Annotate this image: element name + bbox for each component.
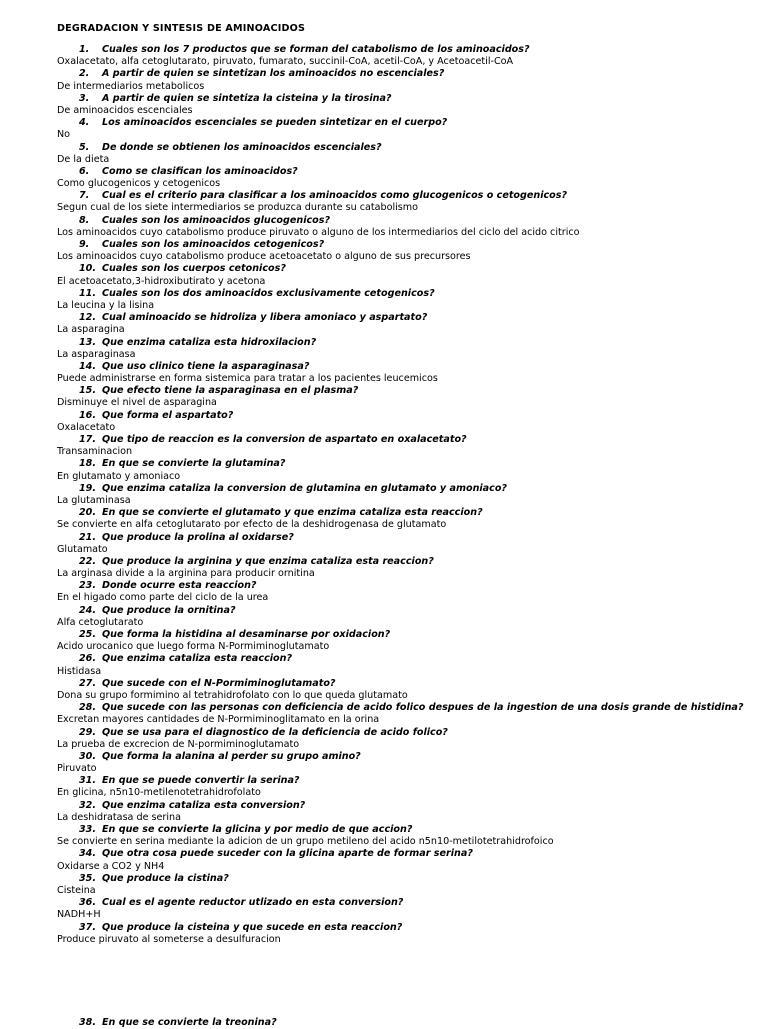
question-number: 35.	[79, 872, 96, 884]
answer-text: De aminoacidos escenciales	[57, 104, 193, 116]
question-text: Donde ocurre esta reaccion?	[102, 580, 257, 592]
question	[0, 751, 768, 763]
question	[0, 215, 768, 227]
question-text: Que uso clinico tiene la asparaginasa?	[102, 360, 310, 372]
qa-item	[0, 434, 768, 458]
question-number: 3.	[79, 92, 90, 104]
document-title: DEGRADACION Y SINTESIS DE AMINOACIDOS	[57, 23, 306, 34]
answer-text: Segun cual de los siete intermediarios se produzca durante su catabolismo	[57, 202, 419, 214]
question-number: 37.	[79, 921, 96, 933]
qa-item	[0, 922, 768, 946]
question-text: Que produce la prolina al oxidarse?	[102, 531, 294, 543]
question-number: 25.	[79, 629, 96, 640]
question-number: 21.	[79, 531, 96, 543]
question-text: Cual es el criterio para clasificar a los aminoacidos como glucogenicos o cetogenicos?	[102, 190, 568, 202]
answer-text: La asparaginasa	[57, 348, 136, 360]
answer-text: Dona su grupo formimino al tetrahidrofolato con lo que queda glutamato	[57, 689, 408, 701]
question-number: 23.	[79, 580, 96, 592]
question-text: Que produce la cisteina y que sucede en esta reaccion?	[102, 921, 403, 933]
answer-text: En el higado como parte del ciclo de la urea	[57, 592, 269, 604]
answer-text: Glutamato	[57, 543, 108, 555]
question-text: Que forma la alanina al perder su grupo amino?	[102, 750, 361, 762]
question	[0, 458, 768, 470]
question	[0, 702, 768, 714]
question	[0, 800, 768, 812]
question-text: Como se clasifican los aminoacidos?	[102, 165, 298, 177]
qa-item	[0, 580, 768, 604]
question-number: 32.	[79, 799, 96, 811]
qa-item	[0, 166, 768, 190]
qa-item	[0, 751, 768, 775]
question-text: Que otra cosa puede suceder con la glicina aparte de formar serina?	[102, 848, 473, 860]
question-text: En que se puede convertir la serina?	[102, 775, 300, 787]
question-number: 6.	[79, 165, 90, 177]
qa-item	[0, 824, 768, 848]
question-text: Que sucede con el N-Pormiminoglutamato?	[102, 677, 336, 689]
answer-text: Se convierte en alfa cetoglutarato por efecto de la deshidrogenasa de glutamato	[57, 519, 447, 531]
qa-item	[0, 702, 768, 726]
answer-text: Disminuye el nivel de asparagina	[57, 397, 217, 409]
question-text: De donde se obtienen los aminoacidos escenciales?	[102, 141, 382, 153]
answer-text: Puede administrarse en forma sistemica para tratar a los pacientes leucemicos	[57, 373, 438, 385]
qa-item	[0, 727, 768, 751]
answer-text: Cisteina	[57, 884, 96, 896]
qa-item	[0, 507, 768, 531]
qa-item	[0, 68, 768, 92]
qa-item	[0, 556, 768, 580]
qa-item	[0, 312, 768, 336]
question	[0, 556, 768, 568]
question-number: 7.	[79, 190, 90, 202]
question-text: Que efecto tiene la asparaginasa en el plasma?	[102, 385, 359, 397]
question	[0, 44, 768, 56]
question	[0, 897, 768, 909]
question-text: Que forma la histidina al desaminarse por oxidacion?	[102, 629, 391, 640]
question-number: 11.	[79, 287, 96, 299]
question-text: Que enzima cataliza la conversion de glutamina en glutamato y amoniaco?	[102, 482, 507, 494]
qa-item	[0, 483, 768, 507]
question-number: 13.	[79, 336, 96, 348]
question-number: 18.	[79, 458, 96, 470]
answer-text: En glicina, n5n10-metilenotetrahidrofolato	[57, 787, 261, 799]
answer-text: La glutaminasa	[57, 494, 131, 506]
qa-item	[0, 385, 768, 409]
question-text: En que se convierte la glutamina?	[102, 458, 286, 470]
question	[0, 873, 768, 885]
question	[0, 337, 768, 349]
answer-text: Los aminoacidos cuyo catabolismo produce acetoacetato o alguno de sus precursores	[57, 251, 471, 263]
qa-item	[0, 93, 768, 117]
qa-item	[0, 873, 768, 897]
question-number: 5.	[79, 141, 90, 153]
question-number: 26.	[79, 653, 96, 665]
answer-text: Alfa cetoglutarato	[57, 616, 144, 628]
qa-item	[0, 678, 768, 702]
question-text: Que tipo de reaccion es la conversion de aspartato en oxalacetato?	[102, 434, 467, 445]
question	[0, 483, 768, 495]
question-number: 22.	[79, 555, 96, 567]
question	[0, 775, 768, 787]
question-number: 33.	[79, 824, 96, 835]
answer-text: NADH+H	[57, 909, 101, 921]
question-number: 30.	[79, 750, 96, 762]
question	[0, 117, 768, 129]
answer-text: De la dieta	[57, 153, 110, 165]
question-text: Cuales son los aminoacidos cetogenicos?	[102, 239, 325, 250]
answer-text: Piruvato	[57, 763, 97, 775]
answer-text: Transaminacion	[57, 446, 133, 458]
question-number: 4.	[79, 117, 90, 129]
answer-text: La arginasa divide a la arginina para producir ornitina	[57, 568, 315, 580]
answer-text: De intermediarios metabolicos	[57, 80, 205, 92]
answer-text: Los aminoacidos cuyo catabolismo produce piruvato o alguno de los intermediarios del ciclo del acido citrico	[57, 226, 580, 238]
answer-text: La prueba de excrecion de N-pormiminoglutamato	[57, 738, 300, 750]
question-text: Cual es el agente reductor utlizado en esta conversion?	[102, 897, 404, 909]
question-text: Que produce la cistina?	[102, 872, 229, 884]
question-text: Cuales son los 7 productos que se forman del catabolismo de los aminoacidos?	[102, 44, 530, 55]
answer-text: Produce piruvato al someterse a desulfuracion	[57, 933, 281, 945]
qa-item	[0, 215, 768, 239]
question	[0, 653, 768, 665]
qa-item	[0, 44, 768, 68]
qa-item	[0, 897, 768, 921]
question	[0, 190, 768, 202]
question-number: 24.	[79, 604, 96, 616]
question-number: 10.	[79, 263, 96, 275]
qa-item	[0, 190, 768, 214]
question-number: 16.	[79, 409, 96, 421]
question-38	[79, 1017, 277, 1029]
answer-text: Excretan mayores cantidades de N-Pormiminoglitamato en la orina	[57, 714, 380, 726]
question-text: En que se convierte la treonina?	[102, 1017, 277, 1028]
qa-item	[0, 532, 768, 556]
question	[0, 312, 768, 324]
question-list	[0, 44, 768, 946]
question-number: 29.	[79, 726, 96, 738]
qa-item	[0, 653, 768, 677]
qa-item	[0, 239, 768, 263]
question	[0, 678, 768, 690]
answer-text: No	[57, 129, 71, 141]
question-text: Cual aminoacido se hidroliza y libera amoniaco y aspartato?	[102, 312, 428, 324]
question-number: 1.	[79, 44, 90, 55]
question-text: En que se convierte el glutamato y que enzima cataliza esta reaccion?	[102, 507, 483, 519]
question-number: 8.	[79, 214, 90, 226]
question-text: Que produce la arginina y que enzima cataliza esta reaccion?	[102, 555, 434, 567]
qa-item	[0, 361, 768, 385]
question-text: Que se usa para el diagnostico de la deficiencia de acido folico?	[102, 726, 448, 738]
answer-text: En glutamato y amoniaco	[57, 470, 181, 482]
question	[0, 824, 768, 836]
question-text: Cuales son los dos aminoacidos exclusivamente cetogenicos?	[102, 287, 435, 299]
question	[0, 263, 768, 275]
qa-item	[0, 142, 768, 166]
question-text: A partir de quien se sintetiza la cisteina y la tirosina?	[102, 92, 392, 104]
qa-item	[0, 775, 768, 799]
question	[0, 166, 768, 178]
answer-text: Oxidarse a CO2 y NH4	[57, 860, 165, 872]
qa-item	[0, 337, 768, 361]
question-number: 36.	[79, 897, 96, 909]
answer-text: Se convierte en serina mediante la adicion de un grupo metileno del acido n5n10-metilotetrahidrofoico	[57, 836, 554, 848]
answer-text: La deshidratasa de serina	[57, 811, 182, 823]
answer-text: Histidasa	[57, 665, 102, 677]
qa-item	[0, 605, 768, 629]
question	[0, 361, 768, 373]
answer-text: Acido urocanico que luego forma N-Pormiminoglutamato	[57, 641, 330, 653]
question	[0, 410, 768, 422]
answer-text: Oxalacetato	[57, 421, 116, 433]
question	[0, 68, 768, 80]
question-text: En que se convierte la glicina y por medio de que accion?	[102, 824, 413, 835]
question-number: 34.	[79, 848, 96, 860]
question-text: Que produce la ornitina?	[102, 604, 236, 616]
question	[0, 605, 768, 617]
question	[0, 580, 768, 592]
question-text: Cuales son los cuerpos cetonicos?	[102, 263, 286, 275]
question	[0, 532, 768, 544]
answer-text: La asparagina	[57, 324, 125, 336]
question-text: Que enzima cataliza esta reaccion?	[102, 653, 293, 665]
question-number: 17.	[79, 434, 96, 445]
question-number: 28.	[79, 702, 96, 714]
question-number: 14.	[79, 360, 96, 372]
question	[0, 288, 768, 300]
answer-text: El acetoacetato,3-hidroxibutirato y acetona	[57, 275, 266, 287]
qa-item	[0, 117, 768, 141]
question-text: Que enzima cataliza esta hidroxilacion?	[102, 336, 317, 348]
question	[0, 507, 768, 519]
question	[0, 239, 768, 251]
qa-item	[0, 629, 768, 653]
question-text: Los aminoacidos escenciales se pueden sintetizar en el cuerpo?	[102, 117, 448, 129]
question-number: 15.	[79, 385, 96, 397]
question-text: A partir de quien se sintetizan los aminoacidos no escenciales?	[102, 68, 445, 80]
question-text: Que enzima cataliza esta conversion?	[102, 799, 306, 811]
question	[0, 848, 768, 860]
question	[0, 434, 768, 446]
question-number: 12.	[79, 312, 96, 324]
question	[0, 142, 768, 154]
question-number: 19.	[79, 482, 96, 494]
qa-item	[0, 458, 768, 482]
question	[0, 385, 768, 397]
question-text: Que sucede con las personas con deficiencia de acido folico despues de la ingestion de una dosis grande de histidina?	[102, 702, 744, 714]
answer-text: La leucina y la lisina	[57, 299, 155, 311]
question-number: 27.	[79, 677, 96, 689]
qa-item	[0, 800, 768, 824]
answer-text: Oxalacetato, alfa cetoglutarato, piruvato, fumarato, succinil-CoA, acetil-CoA, y Acetoacetil-CoA	[57, 56, 514, 68]
qa-item	[0, 410, 768, 434]
question-text: Que forma el aspartato?	[102, 409, 234, 421]
question-number: 2.	[79, 68, 90, 80]
question-number: 38.	[79, 1017, 96, 1028]
answer-text: Como glucogenicos y cetogenicos	[57, 178, 221, 190]
qa-item	[0, 263, 768, 287]
qa-item	[0, 848, 768, 872]
question-number: 31.	[79, 775, 96, 787]
question	[0, 629, 768, 641]
question-number: 20.	[79, 507, 96, 519]
question	[0, 727, 768, 739]
question-number: 9.	[79, 239, 90, 250]
question-text: Cuales son los aminoacidos glucogenicos?	[102, 214, 331, 226]
question	[0, 922, 768, 934]
question	[0, 93, 768, 105]
qa-item	[0, 288, 768, 312]
